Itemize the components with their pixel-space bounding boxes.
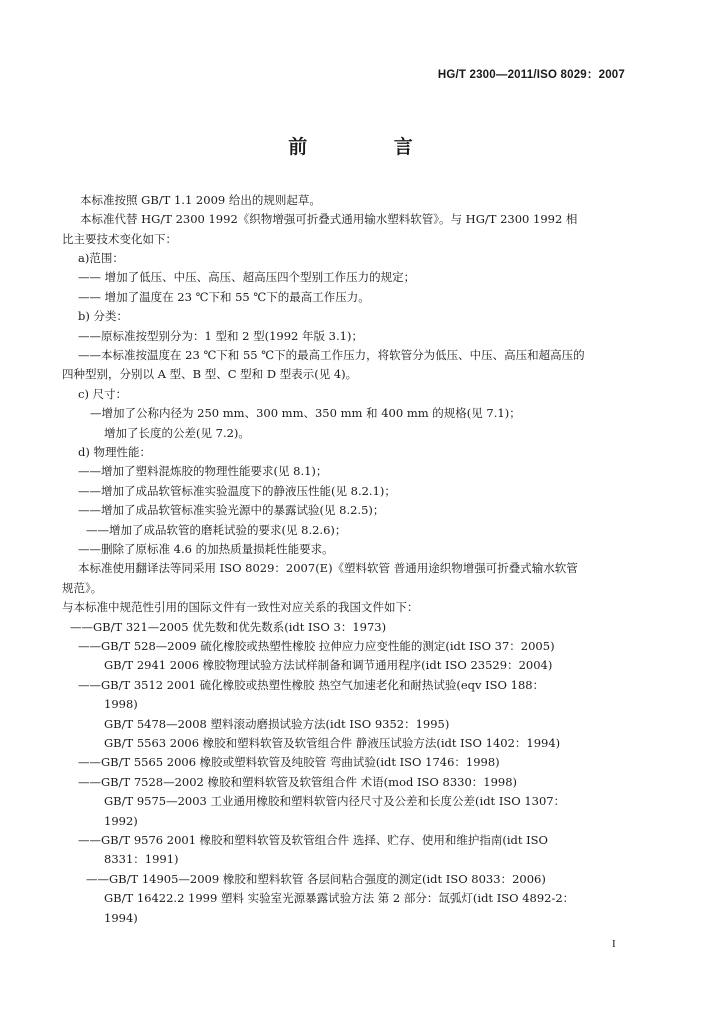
text-line: 本标准按照 GB/T 1.1 2009 给出的规则起草。: [80, 193, 321, 207]
text-line: —— 增加了低压、中压、高压、超高压四个型别工作压力的规定；: [78, 270, 416, 284]
text-line: 比主要技术变化如下：: [62, 232, 177, 246]
text-line: 规范》。: [62, 581, 103, 595]
text-line: ——GB/T 321—2005 优先数和优先数系(idt ISO 3：1973): [70, 620, 387, 634]
text-line: —增加了公称内径为 250 mm、300 mm、350 mm 和 400 mm 的规格(见 7.1)；: [90, 406, 521, 420]
text-line: 1994): [104, 911, 138, 925]
text-line: GB/T 2941 2006 橡胶物理试验方法试样制备和调节通用程序(idt ISO 23529：2004): [104, 658, 553, 672]
text-line: ——GB/T 528—2009 硫化橡胶或热塑性橡胶 拉伸应力应变性能的测定(idt ISO 37：2005): [78, 639, 555, 653]
text-line: ——增加了成品软管的磨耗试验的要求(见 8.2.6)；: [86, 523, 347, 537]
text-line: GB/T 9575—2003 工业通用橡胶和塑料软管内径尺寸及公差和长度公差(idt ISO 1307：: [104, 794, 566, 808]
text-line: 1998): [104, 697, 138, 711]
text-line: ——增加了塑料混炼胶的物理性能要求(见 8.1)；: [78, 464, 328, 478]
text-line: —— 增加了温度在 23 ℃下和 55 ℃下的最高工作压力。: [78, 290, 370, 304]
text-line: ——本标准按温度在 23 ℃下和 55 ℃下的最高工作压力，将软管分为低压、中压、高压和超高压的: [78, 348, 585, 362]
text-line: 四种型别，分别以 A 型、B 型、C 型和 D 型表示(见 4)。: [62, 367, 358, 381]
text-line: GB/T 5563 2006 橡胶和塑料软管及软管组合件 静液压试验方法(idt ISO 1402：1994): [104, 736, 561, 750]
text-line: 与本标准中规范性引用的国际文件有一致性对应关系的我国文件如下：: [62, 600, 419, 614]
text-line: 本标准使用翻译法等同采用 ISO 8029：2007(E)《塑料软管 普通用途织物增强可折叠式输水软管: [78, 561, 578, 575]
text-line: ——GB/T 9576 2001 橡胶和塑料软管及软管组合件 选择、贮存、使用和维护指南(idt ISO: [78, 833, 548, 847]
text-line: 本标准代替 HG/T 2300 1992《织物增强可折叠式通用输水塑料软管》。与 HG/T 2300 1992 相: [80, 212, 578, 226]
text-line: ——GB/T 3512 2001 硫化橡胶或热塑性橡胶 热空气加速老化和耐热试验(eqv ISO 188：: [78, 678, 545, 692]
text-line: ——GB/T 5565 2006 橡胶或塑料软管及纯胶管 弯曲试验(idt ISO 1746：1998): [78, 755, 500, 769]
text-line: ——原标准按型别分为：1 型和 2 型(1992 年版 3.1)；: [78, 329, 363, 343]
text-line: c) 尺寸：: [78, 387, 128, 401]
text-line: a)范围：: [78, 251, 124, 265]
text-line: ——增加了成品软管标准实验光源中的暴露试验(见 8.2.5)；: [78, 503, 385, 517]
text-line: 8331：1991): [104, 852, 179, 866]
text-line: 增加了长度的公差(见 7.2)。: [104, 426, 250, 440]
page-title: 前 言: [288, 136, 453, 158]
text-line: ——GB/T 14905—2009 橡胶和塑料软管 各层间粘合强度的测定(idt ISO 8033：2006): [86, 872, 546, 886]
text-line: b) 分类：: [78, 309, 129, 323]
standard-code: HG/T 2300—2011/ISO 8029：2007: [437, 69, 625, 81]
text-line: ——删除了原标准 4.6 的加热质量损耗性能要求。: [78, 542, 334, 556]
text-line: GB/T 5478—2008 塑料滚动磨损试验方法(idt ISO 9352：1995): [104, 717, 450, 731]
text-line: d) 物理性能：: [78, 445, 152, 459]
page-number: I: [612, 938, 616, 950]
text-line: ——GB/T 7528—2002 橡胶和塑料软管及软管组合件 术语(mod ISO 8330：1998): [78, 775, 518, 789]
text-line: 1992): [104, 814, 138, 828]
text-line: GB/T 16422.2 1999 塑料 实验室光源暴露试验方法 第 2 部分：氙弧灯(idt ISO 4892-2：: [104, 891, 575, 905]
text-line: ——增加了成品软管标准实验温度下的静液压性能(见 8.2.1)；: [78, 484, 396, 498]
